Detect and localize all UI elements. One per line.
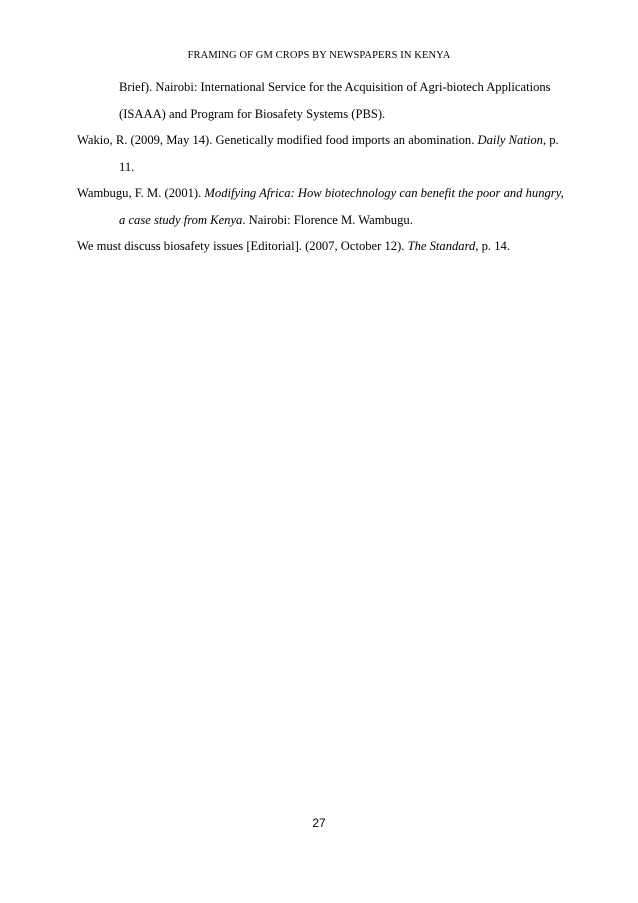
reference-wakio: [77, 127, 567, 180]
reference-text: , p. 11.: [119, 133, 559, 174]
reference-text: Brief). Nairobi: International Service for the Acquisition of Agri-biotech Applications (ISAAA) and Program for Biosafety Systems (PBS).: [119, 80, 551, 121]
reference-list: [77, 74, 567, 260]
reference-source-title: Daily Nation: [477, 133, 543, 147]
reference-text: Wakio, R. (2009, May 14). Genetically modified food imports an abomination.: [77, 133, 478, 147]
reference-source-title: The Standard: [407, 239, 476, 253]
reference-text: , p. 14.: [475, 239, 510, 253]
reference-text: We must discuss biosafety issues [Editorial]. (2007, October 12).: [77, 239, 408, 253]
reference-continued: [77, 74, 567, 127]
running-header: FRAMING OF GM CROPS BY NEWSPAPERS IN KENYA: [187, 50, 451, 61]
reference-text: Wambugu, F. M. (2001).: [77, 186, 205, 200]
reference-editorial: [77, 233, 567, 260]
page-number: 27: [312, 816, 326, 830]
reference-wambugu: [77, 180, 567, 233]
reference-text: . Nairobi: Florence M. Wambugu.: [242, 212, 413, 227]
reference-book-title: Modifying Africa: How biotechnology can benefit the poor and hungry, a case study from Kenya: [119, 186, 564, 227]
